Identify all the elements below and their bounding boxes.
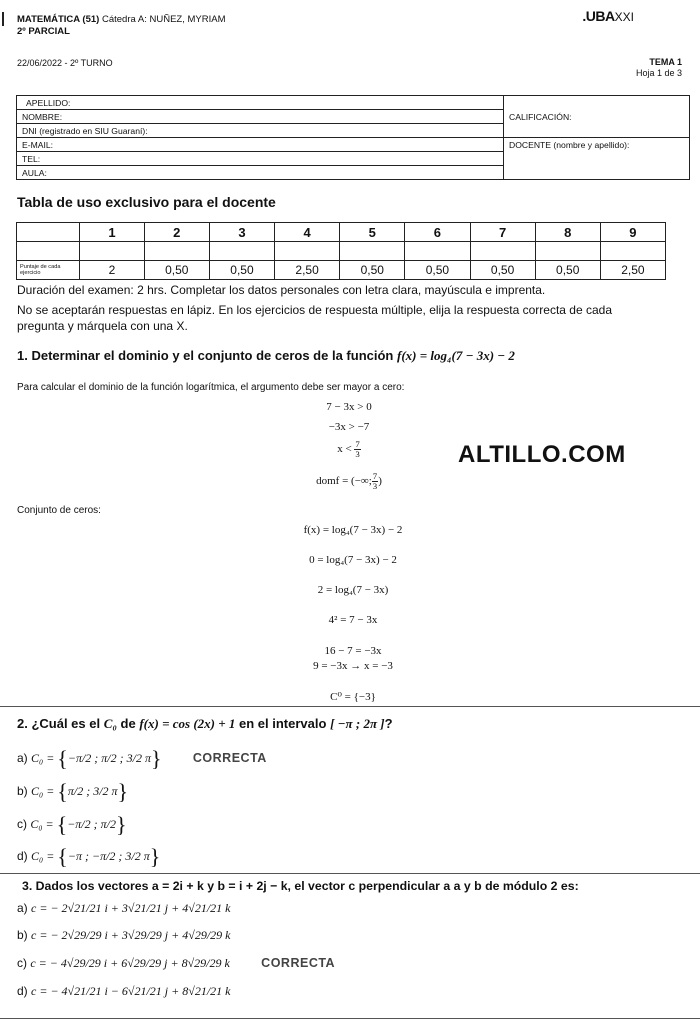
grade-cell[interactable] — [144, 242, 209, 261]
grade-cell[interactable] — [470, 242, 535, 261]
exam-name: 2º PARCIAL — [17, 26, 70, 37]
grade-cell[interactable] — [80, 242, 144, 261]
grade-cell[interactable] — [340, 242, 405, 261]
score-table-title: Tabla de uso exclusivo para el docente — [17, 194, 276, 210]
zero-step-3: 2 = log₄(7 − 3x) — [317, 584, 389, 596]
points-cell: 0,50 — [405, 261, 470, 280]
q3-title: 3. Dados los vectores a = 2i + k y b = i + 2j − k, el vector c perpendicular a a y b de módulo 2 es: — [22, 879, 579, 893]
docente-field[interactable]: DOCENTE (nombre y apellido): — [504, 138, 690, 180]
correct-mark: CORRECTA — [261, 956, 336, 970]
margin-bar — [2, 12, 4, 26]
zero-step-4: 4² = 7 − 3x — [328, 614, 378, 626]
ej-5: 5 — [340, 223, 405, 242]
q3-option-b[interactable]: b) c = − 2√29/29 i + 3√29/29 j + 4√29/29 k — [17, 928, 231, 942]
grade-cell[interactable] — [535, 242, 600, 261]
grade-row — [17, 242, 666, 261]
points-cell: 0,50 — [470, 261, 535, 280]
ej-1: 1 — [80, 223, 144, 242]
dni-field[interactable]: DNI (registrado en SIU Guaraní): — [17, 124, 504, 138]
grade-cell[interactable] — [275, 242, 340, 261]
correct-mark: CORRECTA — [192, 751, 267, 766]
instructions-3: pregunta y márquela con una X. — [17, 319, 188, 333]
q1-intro: Para calcular el dominio de la función logarítmica, el argumento debe ser mayor a cero: — [17, 382, 405, 393]
points-cell: 2 — [80, 261, 144, 280]
instructions-1: Duración del examen: 2 hrs. Completar los datos personales con letra clara, mayúscula e imprenta. — [17, 283, 546, 297]
catedra: Cátedra A: NUÑEZ, MYRIAM — [101, 14, 226, 25]
q1-title: 1. Determinar el dominio y el conjunto de ceros de la función f(x) = log₄(7 − 3x) − 2 — [17, 348, 515, 363]
dom-step-1: 7 − 3x > 0 — [326, 401, 372, 413]
q2-option-b[interactable]: b) C₀ = {π/2 ; 3/2 π} — [17, 779, 129, 804]
q2-option-a[interactable]: a) C₀ = {−π/2 ; π/2 ; 3/2 π} CORRECTA — [17, 746, 267, 771]
exam-header — [17, 14, 226, 38]
grade-cell[interactable] — [209, 242, 274, 261]
ej-8: 8 — [535, 223, 600, 242]
tema-info — [636, 57, 682, 79]
q2-option-d[interactable]: d) C₀ = {−π ; −π/2 ; 3/2 π} — [17, 844, 161, 869]
q3-option-d[interactable]: d) c = − 4√21/21 i − 6√21/21 j + 8√21/21 k — [17, 984, 231, 998]
tema: TEMA 1 — [649, 57, 682, 67]
calificacion-field[interactable]: CALIFICACIÓN: — [504, 96, 690, 138]
ceros-label: Conjunto de ceros: — [17, 505, 101, 516]
grade-cell[interactable] — [600, 242, 665, 261]
q2-option-c[interactable]: c) C₀ = {−π/2 ; π/2} — [17, 812, 127, 837]
hoja: Hoja 1 de 3 — [635, 68, 682, 78]
aula-field[interactable]: AULA: — [17, 166, 504, 180]
points-cell: 0,50 — [535, 261, 600, 280]
zero-step-5: 16 − 7 = −3x — [324, 645, 382, 657]
instructions-2: No se aceptarán respuestas en lápiz. En los ejercicios de respuesta múltiple, elija la respuesta correcta de cada — [17, 303, 612, 317]
divider — [0, 1018, 700, 1019]
course-name: MATEMÁTICA (51) — [17, 14, 100, 25]
points-cell: 2,50 — [600, 261, 665, 280]
zero-step-1: f(x) = log₄(7 − 3x) − 2 — [303, 524, 403, 536]
points-label: Puntaje de cada ejercicio — [17, 261, 80, 280]
q1-function: f(x) = log₄(7 − 3x) − 2 — [396, 348, 515, 363]
nombre-field[interactable]: NOMBRE: — [17, 110, 504, 124]
ej-6: 6 — [405, 223, 470, 242]
apellido-field[interactable]: APELLIDO: — [17, 96, 504, 110]
ej-7: 7 — [470, 223, 535, 242]
zero-step-2: 0 = log₄(7 − 3x) − 2 — [309, 554, 397, 566]
dom-step-2: −3x > −7 — [328, 421, 370, 433]
exam-date: 22/06/2022 - 2º TURNO — [17, 58, 113, 68]
dom-step-3: x < $\frac{7}{3}$ — [337, 439, 360, 459]
email-field[interactable]: E-MAIL: — [17, 138, 504, 152]
q3-option-a[interactable]: a) c = − 2√21/21 i + 3√21/21 j + 4√21/21 k — [17, 901, 231, 915]
grade-cell[interactable] — [405, 242, 470, 261]
q2-title: 2. ¿Cuál es el C₀ de f(x) = cos (2x) + 1 en el intervalo [ −π ; 2π ]? — [17, 716, 393, 731]
uba-logo: .UBAXXI — [582, 8, 634, 24]
watermark: ALTILLO.COM — [458, 441, 626, 468]
points-cell: 0,50 — [209, 261, 274, 280]
dom-result: domf = (−∞; $\frac{7}{3}$ ) — [316, 471, 382, 491]
zero-step-6: 9 = −3x → x = −3 — [313, 660, 393, 672]
q3-option-c[interactable]: c) c = − 4√29/29 i + 6√29/29 j + 8√29/29 k CORRECTA — [17, 956, 336, 970]
points-cell: 0,50 — [144, 261, 209, 280]
divider — [0, 706, 700, 707]
ej-4: 4 — [275, 223, 340, 242]
student-data-table — [16, 95, 690, 180]
zero-result: C⁰ = {−3} — [330, 691, 376, 703]
divider — [0, 873, 700, 874]
ej-9: 9 — [600, 223, 665, 242]
points-row — [17, 261, 666, 280]
score-table — [16, 222, 666, 280]
points-cell: 2,50 — [275, 261, 340, 280]
score-header-row — [17, 223, 666, 242]
tel-field[interactable]: TEL: — [17, 152, 504, 166]
ej-3: 3 — [209, 223, 274, 242]
ej-2: 2 — [144, 223, 209, 242]
points-cell: 0,50 — [340, 261, 405, 280]
